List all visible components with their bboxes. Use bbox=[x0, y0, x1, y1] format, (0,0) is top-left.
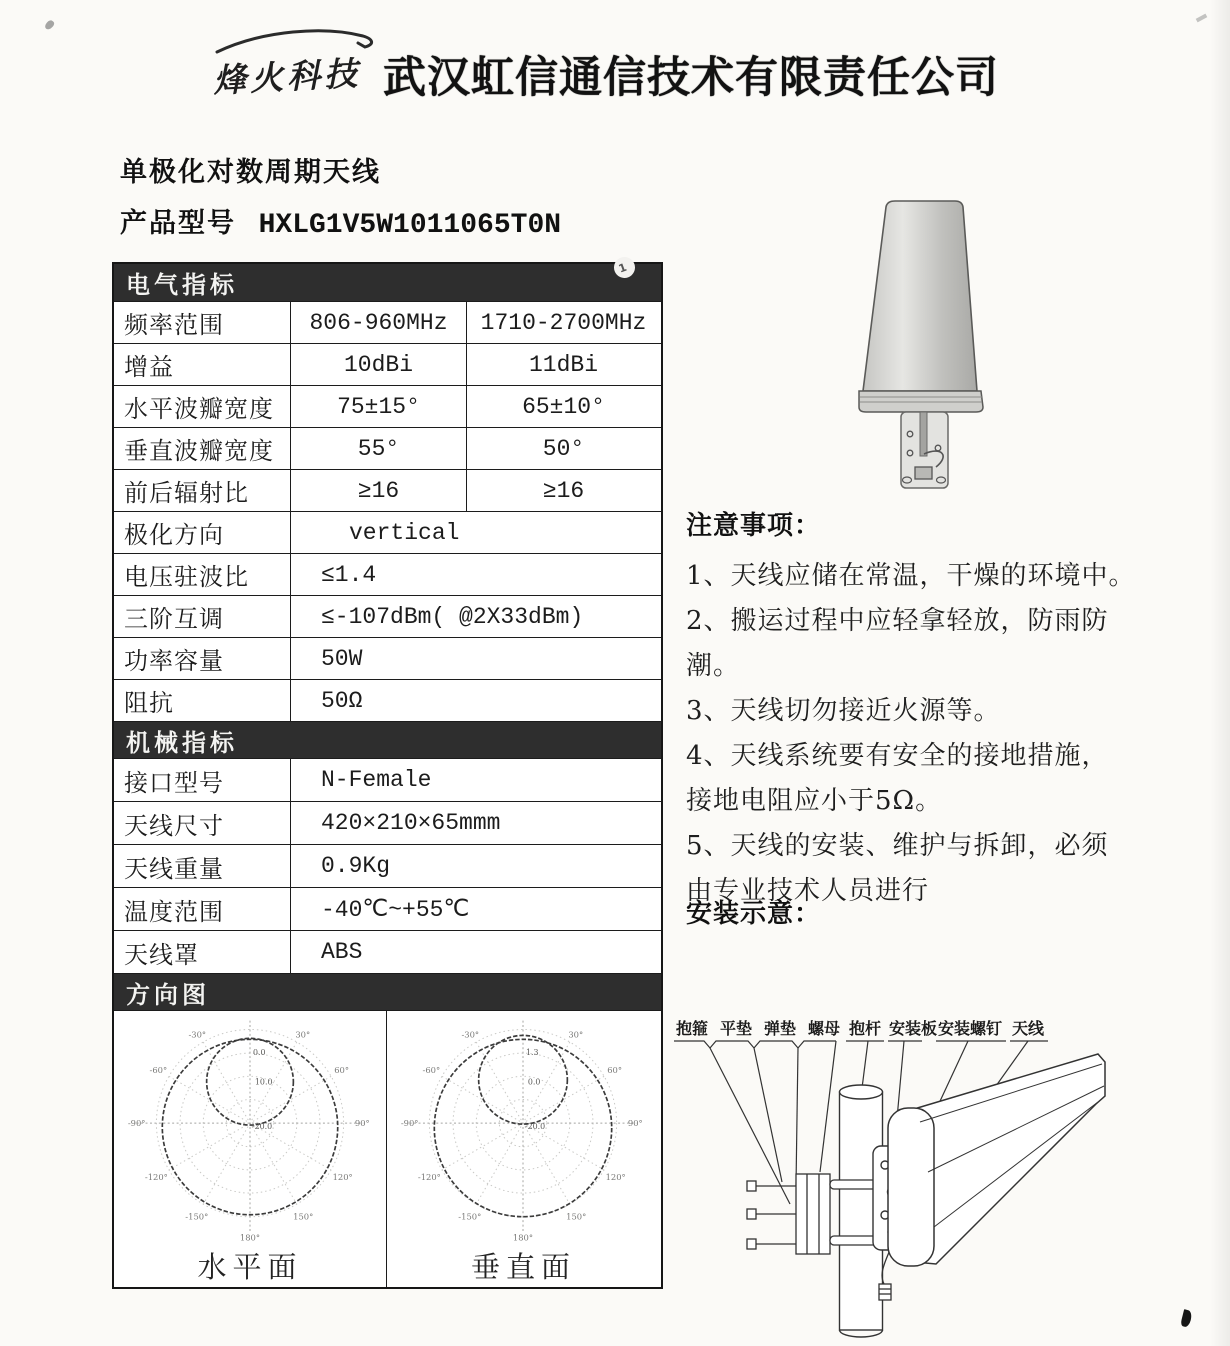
row-label: 天线重量 bbox=[124, 854, 224, 883]
angle-labels bbox=[127, 1029, 369, 1242]
table-row bbox=[114, 301, 661, 343]
row-label: 前后辐射比 bbox=[124, 479, 249, 507]
radial-labels bbox=[251, 1048, 272, 1131]
model-value: HXLG1V5W1011065T0N bbox=[258, 210, 562, 241]
table-row bbox=[114, 844, 661, 887]
horizontal-plane-plot-cell bbox=[114, 1011, 387, 1287]
row-value: ≤1.4 bbox=[290, 554, 660, 595]
radiation-pattern-plots bbox=[114, 1010, 661, 1287]
scan-mark-top-right bbox=[1196, 14, 1208, 23]
row-value: -40℃~+55℃ bbox=[290, 888, 660, 930]
table-row bbox=[114, 511, 661, 553]
row-label: 电压驻波比 bbox=[124, 563, 249, 591]
notes-section bbox=[686, 505, 1226, 915]
note-line: 5、天线的安装、维护与拆卸，必须 bbox=[686, 831, 1109, 861]
row-value-band2: 50° bbox=[466, 428, 660, 469]
angle-label: 150° bbox=[566, 1211, 587, 1222]
row-label: 接口型号 bbox=[124, 768, 224, 797]
part-label-pole: 抱杆 bbox=[849, 1019, 882, 1038]
part-label-mount-screw: 安装螺钉 bbox=[938, 1019, 1003, 1038]
installation-diagram bbox=[668, 1012, 1230, 1342]
angle-label: -150° bbox=[184, 1211, 208, 1222]
table-row bbox=[114, 758, 661, 801]
angle-label: 30° bbox=[568, 1029, 584, 1040]
row-label: 极化方向 bbox=[124, 521, 224, 549]
main-lobe-curve bbox=[206, 1038, 293, 1125]
note-line: 潮。 bbox=[686, 651, 741, 681]
mechanical-section-title: 机械指标 bbox=[126, 729, 238, 757]
vertical-plane-caption: 垂直面 bbox=[470, 1250, 576, 1284]
row-label: 阻抗 bbox=[124, 689, 174, 717]
part-label-antenna: 天线 bbox=[1012, 1019, 1045, 1038]
polar-axes bbox=[410, 1021, 637, 1232]
row-label: 温度范围 bbox=[124, 897, 224, 926]
angle-label: 120° bbox=[605, 1172, 626, 1183]
radial-labels bbox=[525, 1048, 545, 1131]
table-row bbox=[114, 595, 661, 637]
angle-label: -90° bbox=[400, 1118, 419, 1129]
angle-label: -30° bbox=[461, 1029, 480, 1040]
row-value-band2: 1710-2700MHz bbox=[466, 302, 660, 343]
angle-label: 180° bbox=[512, 1232, 534, 1243]
note-line: 3、天线切勿接近火源等。 bbox=[686, 696, 1001, 726]
table-row bbox=[114, 385, 661, 427]
note-line: 2、搬运过程中应轻拿轻放，防雨防 bbox=[686, 606, 1109, 636]
company-name: 武汉虹信通信技术有限责任公司 bbox=[383, 54, 999, 102]
table-row bbox=[114, 637, 661, 679]
notes-title: 注意事项： bbox=[686, 510, 822, 540]
row-value: 420×210×65mmm bbox=[290, 802, 660, 844]
row-value-band1: 10dBi bbox=[290, 344, 466, 385]
table-row bbox=[114, 801, 661, 844]
antenna-drawing bbox=[888, 1054, 1105, 1266]
angle-label: -60° bbox=[422, 1064, 441, 1075]
angle-label: 150° bbox=[292, 1211, 313, 1222]
part-label-clamp: 抱箍 bbox=[676, 1019, 709, 1038]
angle-label: 120° bbox=[332, 1172, 353, 1183]
row-value: 50W bbox=[290, 638, 660, 679]
angle-label: -120° bbox=[144, 1172, 168, 1183]
angle-label: -90° bbox=[127, 1118, 146, 1129]
row-value: vertical bbox=[290, 512, 660, 553]
electrical-section-band bbox=[114, 259, 661, 301]
angle-label: 90° bbox=[354, 1118, 370, 1129]
table-row bbox=[114, 343, 661, 385]
radial-label: -20.0 bbox=[251, 1122, 272, 1132]
table-row bbox=[114, 553, 661, 595]
page-number-badge: 1 bbox=[611, 254, 638, 281]
angle-label: -150° bbox=[458, 1211, 482, 1222]
radial-label: 0.0 bbox=[252, 1048, 265, 1058]
logo-swoosh-icon bbox=[217, 31, 372, 52]
note-line: 4、天线系统要有安全的接地措施， bbox=[686, 741, 1109, 771]
table-row bbox=[114, 887, 661, 930]
row-value: N-Female bbox=[290, 759, 660, 801]
radome-body bbox=[863, 201, 977, 391]
row-value-band1: 806-960MHz bbox=[290, 302, 466, 343]
horizontal-plane-polar-chart bbox=[115, 1011, 386, 1249]
row-value: ≤-107dBm( @2X33dBm) bbox=[290, 596, 660, 637]
row-label: 垂直波瓣宽度 bbox=[124, 437, 274, 465]
vertical-plane-polar-chart bbox=[388, 1011, 659, 1249]
angle-label: 180° bbox=[239, 1232, 260, 1243]
angle-label: -120° bbox=[417, 1172, 441, 1183]
row-value-band1: ≥16 bbox=[290, 470, 466, 511]
model-label: 产品型号 bbox=[120, 208, 236, 238]
row-value: 0.9Kg bbox=[290, 845, 660, 887]
radial-label: 10.0 bbox=[254, 1077, 272, 1087]
angle-label: -60° bbox=[149, 1064, 167, 1075]
antenna-product-image bbox=[826, 186, 1021, 511]
radial-label: 1.3 bbox=[525, 1048, 539, 1058]
row-label: 增益 bbox=[124, 353, 174, 381]
angle-label: 90° bbox=[627, 1118, 643, 1129]
row-label: 三阶互调 bbox=[124, 605, 224, 633]
electrical-section-title: 电气指标 bbox=[126, 272, 238, 299]
part-label-mount-plate: 安装板 bbox=[889, 1019, 938, 1038]
product-category-title: 单极化对数周期天线 bbox=[120, 157, 381, 187]
row-label: 天线尺寸 bbox=[124, 811, 224, 840]
radial-label: 0.0 bbox=[527, 1077, 541, 1087]
table-row bbox=[114, 469, 661, 511]
part-label-nut: 螺母 bbox=[808, 1019, 841, 1038]
scan-speck bbox=[44, 19, 56, 31]
row-value: ABS bbox=[290, 931, 660, 973]
row-value-band2: ≥16 bbox=[466, 470, 660, 511]
pattern-section-title: 方向图 bbox=[126, 981, 210, 1009]
table-row bbox=[114, 930, 661, 973]
row-label: 功率容量 bbox=[124, 647, 224, 675]
row-value-band1: 55° bbox=[290, 428, 466, 469]
angle-label: 60° bbox=[607, 1064, 623, 1075]
product-model-line bbox=[120, 201, 561, 241]
mechanical-section-band bbox=[114, 721, 661, 758]
note-line: 1、天线应储在常温，干燥的环境中。 bbox=[686, 561, 1136, 591]
logo-text: 烽火科技 bbox=[212, 53, 362, 101]
radial-label: -20.0 bbox=[524, 1122, 546, 1132]
row-value-band2: 11dBi bbox=[466, 344, 660, 385]
polar-axes bbox=[136, 1021, 363, 1232]
pattern-section-band bbox=[114, 973, 661, 1010]
row-label: 天线罩 bbox=[124, 940, 199, 969]
vertical-plane-plot-cell bbox=[387, 1011, 660, 1287]
part-label-flat-washer: 平垫 bbox=[720, 1019, 753, 1038]
row-label: 频率范围 bbox=[124, 311, 224, 339]
angle-label: 30° bbox=[294, 1029, 310, 1040]
install-section-title: 安装示意： bbox=[686, 898, 822, 928]
pattern-curves bbox=[162, 1038, 337, 1214]
table-row bbox=[114, 427, 661, 469]
row-value-band2: 65±10° bbox=[466, 386, 660, 427]
company-logo bbox=[203, 26, 388, 116]
angle-label: -30° bbox=[187, 1029, 206, 1040]
horizontal-plane-caption: 水平面 bbox=[197, 1250, 303, 1284]
angle-label: 60° bbox=[333, 1064, 349, 1075]
row-value: 50Ω bbox=[290, 680, 660, 721]
install-part-labels bbox=[675, 1019, 1045, 1038]
rf-connector bbox=[915, 467, 932, 479]
row-value-band1: 75±15° bbox=[290, 386, 466, 427]
row-label: 水平波瓣宽度 bbox=[124, 395, 274, 423]
note-line: 由专业技术人员进行 bbox=[686, 876, 930, 906]
part-label-spring-washer: 弹垫 bbox=[764, 1019, 797, 1038]
table-row bbox=[114, 679, 661, 721]
note-line: 接地电阻应小于5Ω。 bbox=[686, 786, 943, 816]
angle-labels bbox=[401, 1029, 643, 1242]
spec-table bbox=[112, 259, 663, 1289]
